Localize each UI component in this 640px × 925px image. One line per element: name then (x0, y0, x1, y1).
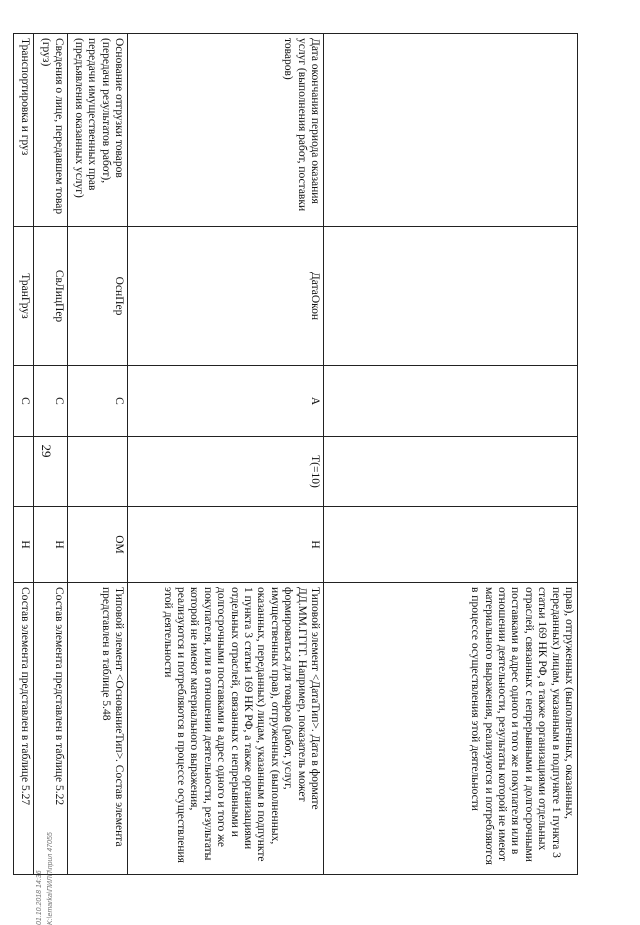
element-flag: С (68, 366, 128, 437)
table-row (68, 34, 128, 875)
element-name: Транспортировка и груз (14, 34, 34, 227)
stamp-path: K:\emarka\ПИЛП\прил 47055 (47, 832, 54, 925)
element-code (324, 227, 578, 366)
element-code: СвЛицПер (34, 227, 68, 366)
element-format (14, 437, 34, 507)
element-required: Н (128, 507, 324, 583)
elements-table (13, 33, 578, 875)
element-format: Т(=10) (128, 437, 324, 507)
table-row (34, 34, 68, 875)
element-required: Н (34, 507, 68, 583)
element-description: Состав элемента представлен в таблице 5.27 (14, 583, 34, 875)
element-description: Состав элемента представлен в таблице 5.22 (34, 583, 68, 875)
table-row (14, 34, 34, 875)
element-description: Типовой элемент <ОснованиеТип>. Состав элемента представлен в таблице 5.48 (68, 583, 128, 875)
element-name (324, 34, 578, 227)
element-description: Типовой элемент <ДатаТип>. Дата в формате ДД.ММ.ГГГГ. Например, показатель может формироваться для товаров (работ, услуг, имущественных прав), отгруженных (выполненных, оказанных, переданных) лицам, указанным в подпункте 1 пункта 3 статьи 169 НК РФ, а также организациями отдельных отраслей, связанных с непрерывными и долгосрочными поставками в адрес одного и того же покупателя, или в отношении деятельности, результаты которой не имеют материального выражения, реализуются и потребляются в процессе осуществления этой деятельности (128, 583, 324, 875)
stamp-date: 01.10.2018 14:36 (36, 870, 43, 925)
table-row (128, 34, 324, 875)
element-format (324, 437, 578, 507)
element-required: ОМ (68, 507, 128, 583)
element-flag: А (128, 366, 324, 437)
element-name: Дата окончания периода оказания услуг (выполнения работ, поставки товаров) (128, 34, 324, 227)
element-code: ДатаОкон (128, 227, 324, 366)
element-required (324, 507, 578, 583)
element-flag: С (14, 366, 34, 437)
element-required: Н (14, 507, 34, 583)
element-code: ОснПер (68, 227, 128, 366)
element-name: Основание отгрузки товаров (передачи результатов работ), передачи имущественных прав (предъявления оказанных услуг) (68, 34, 128, 227)
element-flag: С (34, 366, 68, 437)
element-description: прав), отгруженных (выполненных, оказанных, переданных) лицам, указанным в подпункте 1 пункта 3 статьи 169 НК РФ, а также организациями отдельных отраслей, связанных с непрерывными и долгосрочными поставками в адрес одного и того же покупателя или в отношении деятельности, результаты которой не имеют материального выражения, реализуются и потребляются в процессе осуществления этой деятельности (324, 583, 578, 875)
page-number: 29 (39, 444, 54, 458)
element-flag (324, 366, 578, 437)
table-row (324, 34, 578, 875)
element-format (68, 437, 128, 507)
element-format (34, 437, 68, 507)
element-code: ТранГруз (14, 227, 34, 366)
element-name: Сведения о лице, передавшем товар (груз) (34, 34, 68, 227)
